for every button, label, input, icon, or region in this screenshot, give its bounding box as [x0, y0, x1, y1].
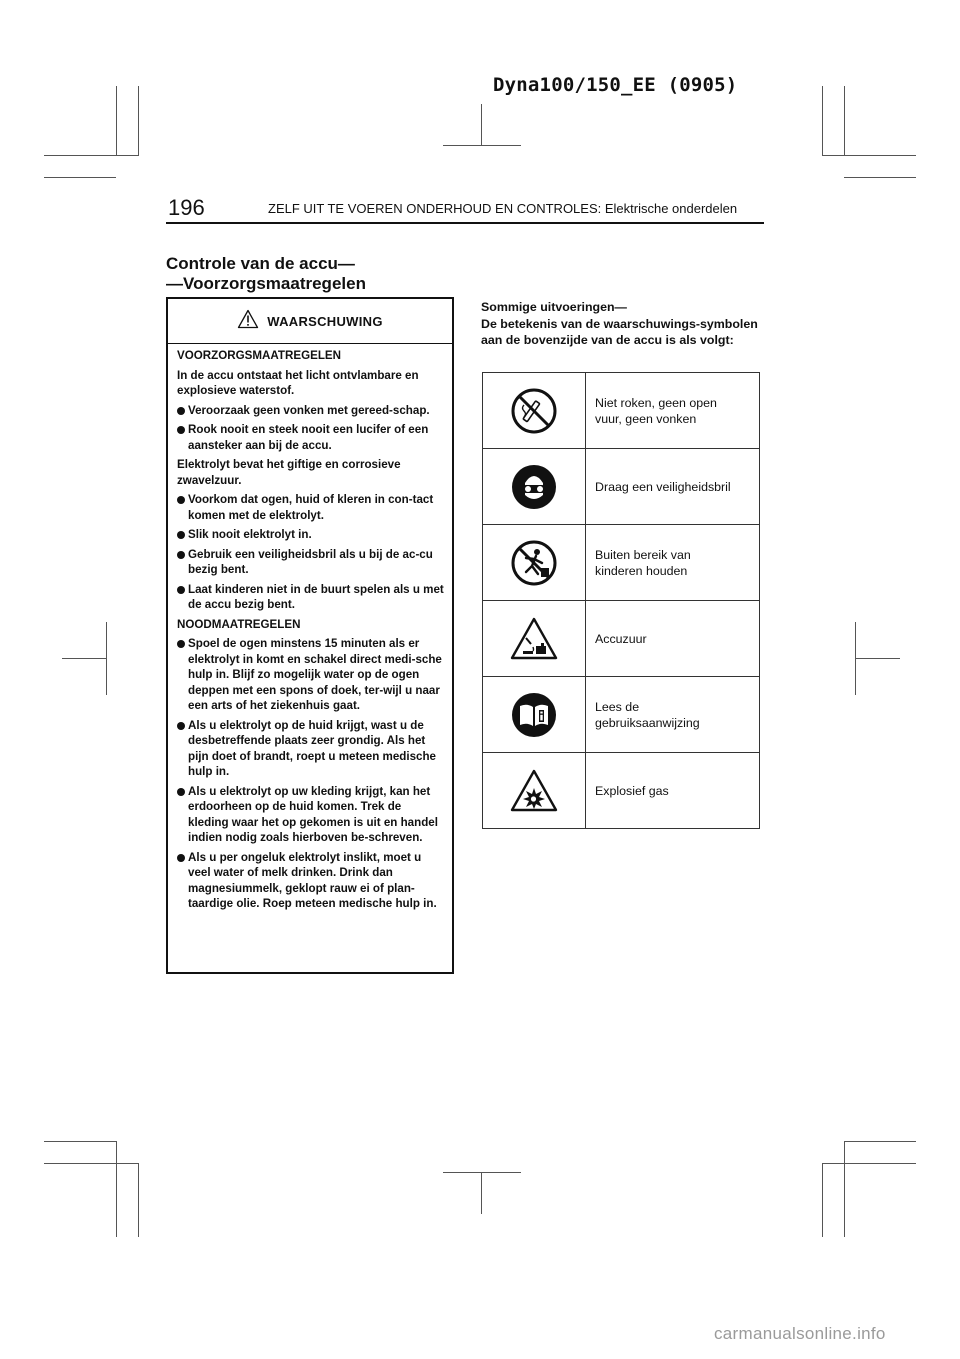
- crop-mark: [481, 1172, 482, 1214]
- warning-heading: WAARSCHUWING: [267, 313, 383, 329]
- crop-mark: [44, 1163, 139, 1164]
- warning-bullet: Als u elektrolyt op de huid krijgt, wast u de desbetreffende plaats zeer grondig. Als het pijn doet of brandt, roept u meteen medische hulp in.: [177, 718, 445, 780]
- symbol-label: Accuzuur: [595, 631, 647, 646]
- warning-body: [168, 344, 452, 912]
- crop-mark: [844, 1141, 845, 1237]
- document-code: Dyna100/150_EE (0905): [493, 74, 738, 96]
- symbol-row: [483, 373, 759, 449]
- safety-goggles-icon: [483, 449, 586, 524]
- running-head: ZELF UIT TE VOEREN ONDERHOUD EN CONTROLES: Elektrische onderdelen: [268, 201, 738, 216]
- crop-mark: [443, 145, 521, 146]
- symbol-row: [483, 449, 759, 525]
- warning-paragraph: NOODMAATREGELEN: [177, 617, 301, 631]
- symbol-row: [483, 677, 759, 753]
- crop-mark: [844, 86, 845, 156]
- symbol-label: Buiten bereik van kinderen houden: [595, 547, 691, 578]
- warning-paragraph: VOORZORGSMAATREGELEN: [177, 349, 342, 362]
- warning-paragraph: Elektrolyt bevat het giftige en corrosieve zwavelzuur.: [177, 458, 401, 487]
- warning-bullet: Gebruik een veiligheidsbril als u bij de ac-cu bezig bent.: [177, 547, 445, 578]
- symbol-label: Draag een veiligheidsbril: [595, 479, 731, 494]
- crop-mark: [822, 1163, 916, 1164]
- crop-mark: [822, 155, 916, 156]
- warning-paragraph: In de accu ontstaat het licht ontvlambare en explosieve waterstof.: [177, 368, 419, 397]
- warning-bullet: Laat kinderen niet in de buurt spelen als u met de accu bezig bent.: [177, 582, 445, 613]
- crop-mark: [844, 1141, 916, 1142]
- symbols-intro: [481, 299, 761, 349]
- read-manual-icon: [483, 677, 586, 752]
- warning-bullet: Rook nooit en steek nooit een lucifer of een aansteker aan bij de accu.: [177, 422, 445, 453]
- page-number: 196: [168, 195, 205, 220]
- warning-triangle-icon: [237, 309, 259, 334]
- warning-bullet: Als u per ongeluk elektrolyt inslikt, moet u veel water of melk drinken. Drink dan magnesiummelk, geklopt rauw ei of plan-taardige olie. Roep meteen medische hulp in.: [177, 850, 445, 912]
- crop-mark: [855, 658, 900, 659]
- symbol-row: [483, 753, 759, 828]
- section-title-line2: —Voorzorgsmaatregelen: [166, 274, 366, 293]
- warning-bullet: Spoel de ogen minstens 15 minuten als er elektrolyt in komt en schakel direct medi-sche hulp in. Blijf zo mogelijk water op de ogen deppen met een spons of doek, ter-wijl u naar een arts of het ziekenhuis gaat.: [177, 636, 445, 714]
- crop-mark: [44, 1141, 116, 1142]
- crop-mark: [822, 1163, 823, 1237]
- warning-bullet: Als u elektrolyt op uw kleding krijgt, kan het erdoorheen op de huid komen. Trek de kleding waar het op gekomen is uit en handel indien nodig zoals hierboven be-schreven.: [177, 784, 445, 846]
- crop-mark: [138, 86, 139, 156]
- crop-mark: [844, 177, 916, 178]
- section-title-line1: Controle van de accu—: [166, 254, 355, 273]
- crop-mark: [138, 1163, 139, 1237]
- symbols-intro-line1: Sommige uitvoeringen—: [481, 300, 627, 314]
- watermark: carmanualsonline.info: [714, 1324, 886, 1343]
- crop-mark: [443, 1172, 521, 1173]
- warning-header: [168, 299, 452, 344]
- crop-mark: [481, 104, 482, 146]
- crop-mark: [44, 155, 139, 156]
- symbol-label: Niet roken, geen open vuur, geen vonken: [595, 395, 717, 426]
- keep-away-children-icon: [483, 525, 586, 600]
- symbols-intro-line2: De betekenis van de waarschuwings-symbolen aan de bovenzijde van de accu is als volgt:: [481, 316, 758, 347]
- no-smoking-icon: [483, 373, 586, 448]
- symbol-label: Lees de gebruiksaanwijzing: [595, 699, 700, 730]
- warning-bullet: Slik nooit elektrolyt in.: [177, 527, 445, 543]
- symbol-row: [483, 525, 759, 601]
- explosive-gas-icon: [483, 753, 586, 828]
- crop-mark: [822, 86, 823, 156]
- crop-mark: [116, 86, 117, 156]
- crop-mark: [62, 658, 107, 659]
- warning-bullet: Voorkom dat ogen, huid of kleren in con-tact komen met de elektrolyt.: [177, 492, 445, 523]
- warning-box: [166, 297, 454, 974]
- symbol-row: [483, 601, 759, 677]
- warning-bullet: Veroorzaak geen vonken met gereed-schap.: [177, 403, 445, 419]
- header-rule: [166, 222, 764, 224]
- battery-acid-icon: [483, 601, 586, 676]
- symbols-table: [482, 372, 760, 829]
- crop-mark: [116, 1141, 117, 1237]
- symbol-label: Explosief gas: [595, 783, 669, 798]
- crop-mark: [44, 177, 116, 178]
- section-title: [166, 254, 366, 294]
